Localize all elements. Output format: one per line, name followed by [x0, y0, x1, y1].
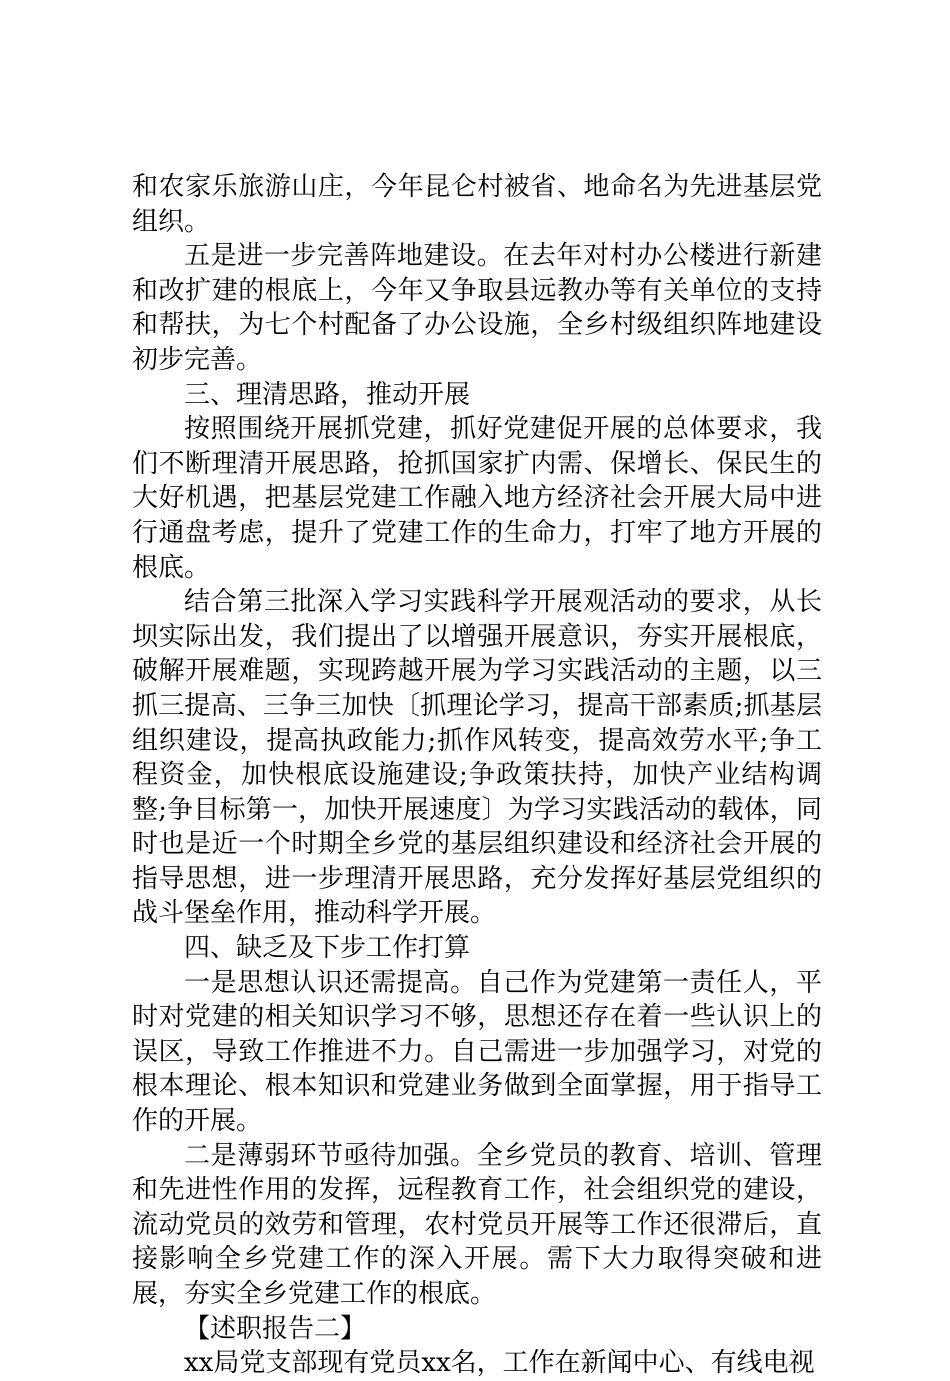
section-heading-four: 四、缺乏及下步工作打算 [184, 933, 471, 964]
paragraph-weak-links: 二是薄弱环节亟待加强。全乡党员的教育、培训、管理和先进性作用的发挥，远程教育工作，社会组织党的建设，流动党员的效劳和管理，农村党员开展等工作还很滞后，直接影响全乡党建工作的深入开展。需下大力取得突破和进展，夯实全乡党建工作的根底。 [132, 1140, 822, 1309]
paragraph-position-building: 五是进一步完善阵地建设。在去年对村办公楼进行新建和改扩建的根底上，今年又争取县远教办等有关单位的支持和帮扶，为七个村配备了办公设施，全乡村级组织阵地建设初步完善。 [132, 241, 822, 375]
section-heading-three: 三、理清思路，推动开展 [184, 379, 471, 410]
paragraph-report-two-intro: xx局党支部现有党员xx名，工作在新闻中心、有线电视 [184, 1348, 815, 1379]
paragraph-ideological-awareness: 一是思想认识还需提高。自己作为党建第一责任人，平时对党建的相关知识学习不够，思想还存在着一些认识上的误区，导致工作推进不力。自己需进一步加强学习，对党的根本理论、根本知识和党建业务做到全面掌握，用于指导工作的开展。 [132, 967, 822, 1137]
paragraph-party-building-requirements: 按照围绕开展抓党建，抓好党建促开展的总体要求，我们不断理清开展思路，抢抓国家扩内需、保增长、保民生的大好机遇，把基层党建工作融入地方经济社会开展大局中进行通盘考虑，提升了党建工作的生命力，打牢了地方开展的根底。 [132, 414, 822, 583]
document-body [132, 170, 822, 1381]
paragraph-study-practice-activity: 结合第三批深入学习实践科学开展观活动的要求，从长坝实际出发，我们提出了以增强开展意识，夯实开展根底，破解开展难题，实现跨越开展为学习实践活动的主题，以三抓三提高、三争三加快〔抓理论学习，提高干部素质;抓基层组织建设，提高执政能力;抓作风转变，提高效劳水平;争工程资金，加快根底设施建设;争政策扶持，加快产业结构调整;争目标第一，加快开展速度〕为学习实践活动的载体，同时也是近一个时期全乡党的基层组织建设和经济社会开展的指导思想，进一步理清开展思路，充分发挥好基层党组织的战斗堡垒作用，推动科学开展。 [132, 587, 822, 929]
paragraph-continuation: 和农家乐旅游山庄，今年昆仑村被省、地命名为先进基层党组织。 [132, 172, 822, 237]
report-two-heading: 【述职报告二】 [184, 1313, 367, 1344]
